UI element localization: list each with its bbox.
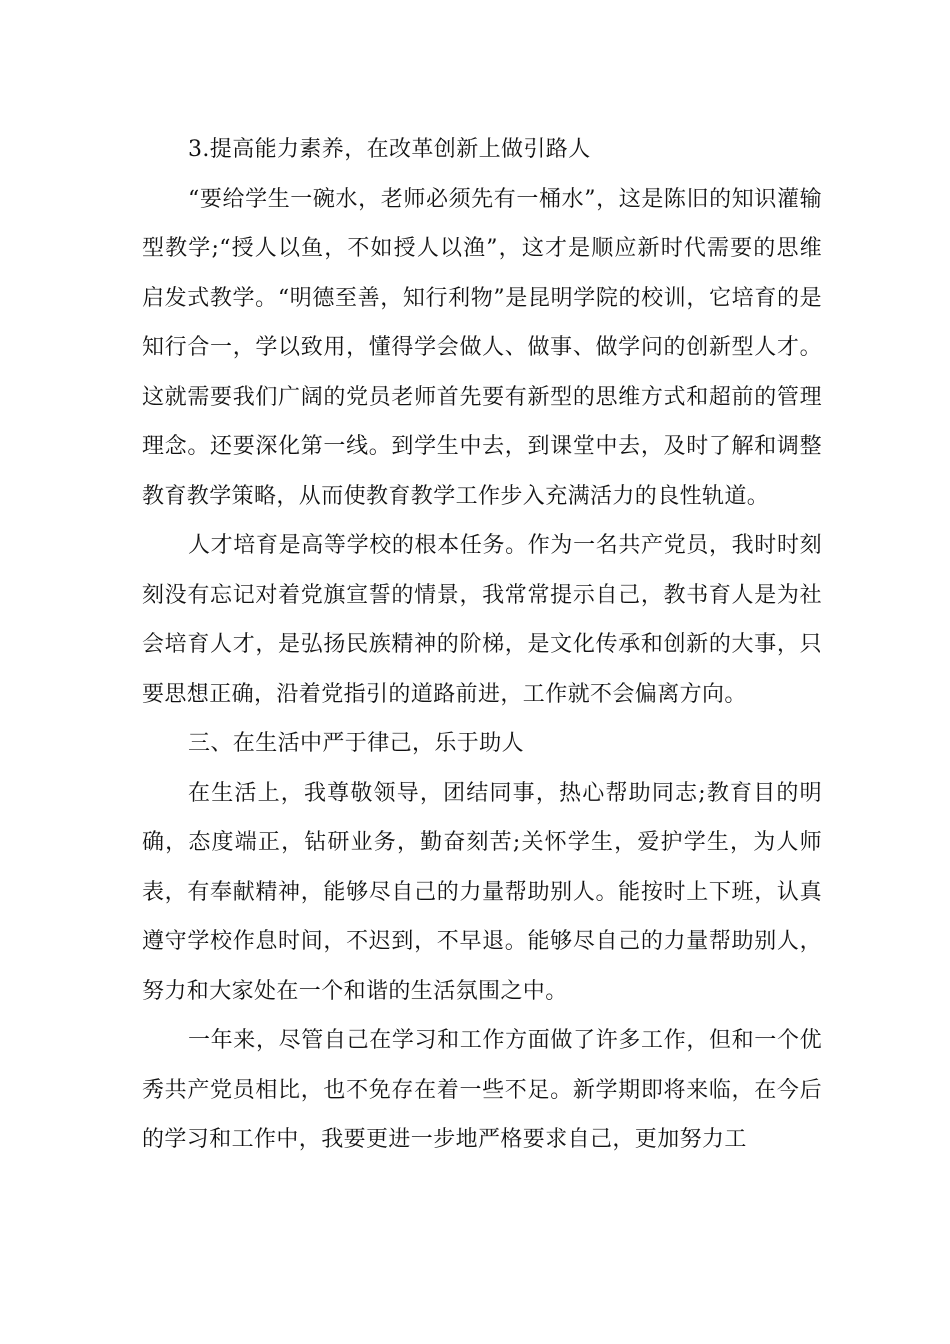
section-heading-improve-ability: 3.提高能力素养，在改革创新上做引路人 [188, 137, 591, 162]
paragraph-year-summary: 一年来，尽管自己在学习和工作方面做了许多工作，但和一个优秀共产党员相比，也不免存在着一些不足。新学期即将来临，在今后的学习和工作中，我要更进一步地严格要求自己，更加努力工 [142, 1028, 822, 1152]
document-body [142, 125, 822, 1165]
paragraph-teaching-method: “要给学生一碗水，老师必须先有一桶水”，这是陈旧的知识灌输型教学;“授人以鱼，不如授人以渔”，这才是顺应新时代需要的思维启发式教学。“明德至善，知行利物”是昆明学院的校训，它培育的是知行合一，学以致用，懂得学会做人、做事、做学问的创新型人才。这就需要我们广阔的党员老师首先要有新型的思维方式和超前的管理理念。还要深化第一线。到学生中去，到课堂中去，及时了解和调整教育教学策略，从而使教育教学工作步入充满活力的良性轨道。 [142, 186, 822, 509]
section-heading-life-discipline: 三、在生活中严于律己，乐于助人 [188, 731, 525, 756]
paragraph-talent-cultivation: 人才培育是高等学校的根本任务。作为一名共产党员，我时时刻刻没有忘记对着党旗宣誓的情景，我常常提示自己，教书育人是为社会培育人才，是弘扬民族精神的阶梯，是文化传承和创新的大事，只要思想正确，沿着党指引的道路前进，工作就不会偏离方向。 [142, 533, 822, 707]
paragraph-life-conduct: 在生活上，我尊敬领导，团结同事，热心帮助同志;教育目的明确，态度端正，钻研业务，勤奋刻苦;关怀学生，爱护学生，为人师表，有奉献精神，能够尽自己的力量帮助别人。能按时上下班，认真遵守学校作息时间，不迟到，不早退。能够尽自己的力量帮助别人，努力和大家处在一个和谐的生活氛围之中。 [142, 780, 822, 1004]
